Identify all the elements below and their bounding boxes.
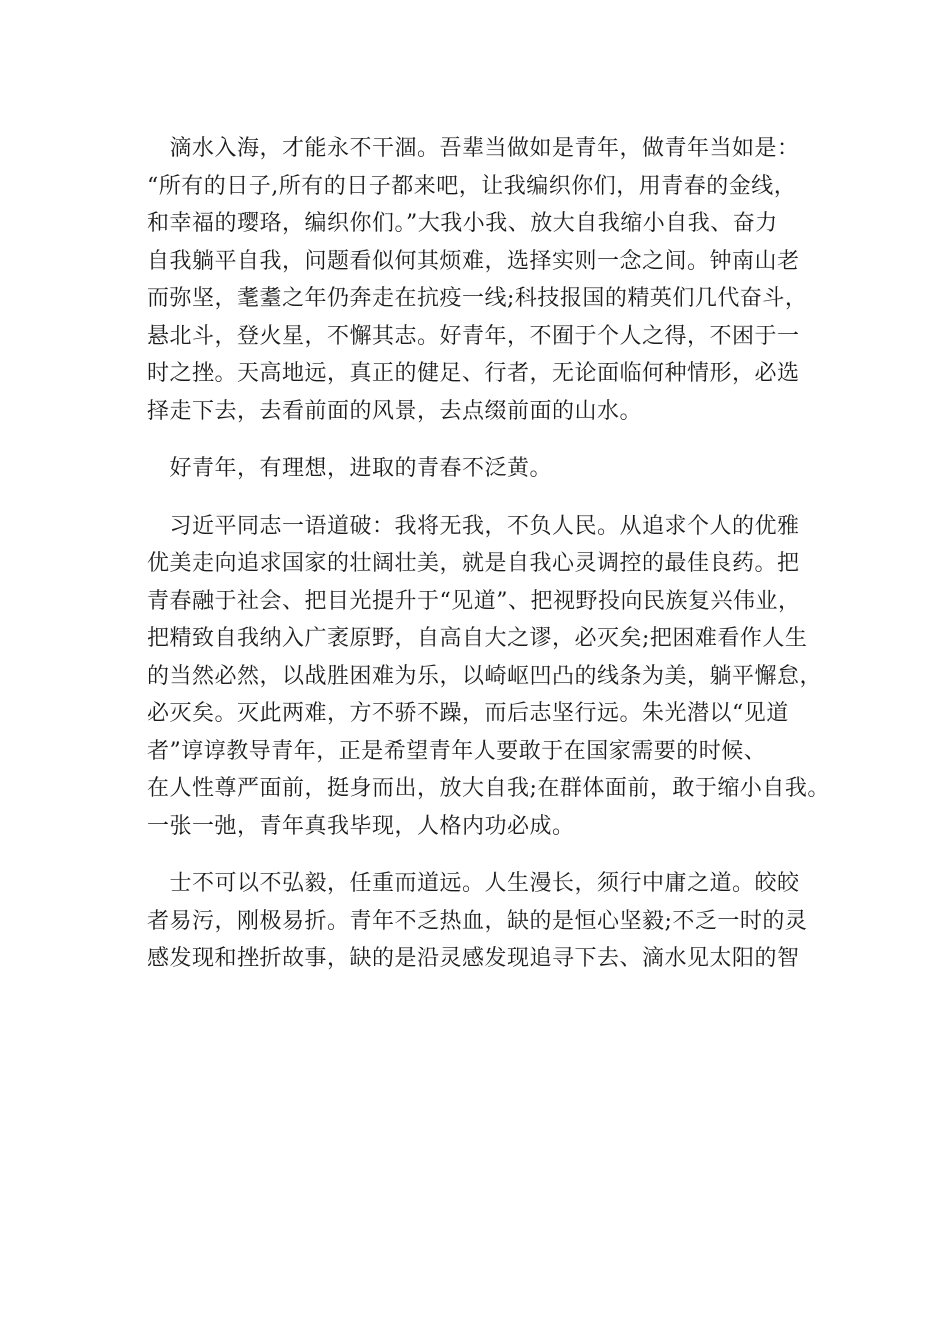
text-line: 时之挫。天高地远，真正的健足、行者，无论面临何种情形，必选: [147, 361, 800, 386]
text-line: 者”谆谆教导青年，正是希望青年人要敢于在国家需要的时候、: [147, 738, 767, 764]
text-line: 一张一弛，青年真我毕现，人格内功必成。: [147, 813, 575, 839]
text-line: 在人性尊严面前，挺身而出，放大自我;在群体面前，敢于缩小自我。: [147, 776, 830, 801]
text-line: 择走下去，去看前面的风景，去点缀前面的山水。: [147, 398, 643, 424]
paragraph-gap: [147, 845, 847, 865]
paragraph-gap: [147, 488, 847, 508]
text-line: 悬北斗，登火星，不懈其志。好青年，不囿于个人之得，不困于一: [147, 323, 800, 349]
text-line: 习近平同志一语道破：我将无我，不负人民。从追求个人的优雅: [147, 513, 800, 539]
text-line: 者易污，刚极易折。青年不乏热血，缺的是恒心坚毅;不乏一时的灵: [147, 908, 808, 934]
text-line: 好青年，有理想，进取的青春不泛黄。: [147, 456, 553, 481]
document-body: [147, 130, 847, 978]
text-line: 把精致自我纳入广袤原野，自高自大之谬，必灭矣;把困难看作人生: [147, 626, 808, 651]
text-line: 和幸福的璎珞，编织你们。”大我小我、放大自我缩小自我、奋力: [147, 211, 778, 236]
paragraph-1: [147, 130, 847, 430]
paragraph-gap: [147, 430, 847, 450]
text-line: “所有的日子,所有的日子都来吧，让我编织你们，用青春的金线，: [147, 173, 797, 199]
paragraph-4: [147, 865, 847, 978]
paragraph-2: [147, 450, 847, 488]
text-line: 滴水入海，才能永不干涸。吾辈当做如是青年，做青年当如是：: [147, 136, 800, 161]
text-line: 必灭矣。灭此两难，方不骄不躁，而后志坚行远。朱光潜以“见道: [147, 701, 789, 726]
text-line: 自我躺平自我，问题看似何其烦难，选择实则一念之间。钟南山老: [147, 248, 800, 274]
text-line: 优美走向追求国家的壮阔壮美，就是自我心灵调控的最佳良药。把: [147, 551, 800, 576]
text-line: 青春融于社会、把目光提升于“见道”、把视野投向民族复兴伟业，: [147, 588, 801, 614]
text-line: 士不可以不弘毅，任重而道远。人生漫长，须行中庸之道。皎皎: [147, 871, 800, 896]
text-line: 感发现和挫折故事，缺的是沿灵感发现追寻下去、滴水见太阳的智: [147, 946, 800, 971]
text-line: 而弥坚，耄耋之年仍奔走在抗疫一线;科技报国的精英们几代奋斗，: [147, 286, 808, 311]
paragraph-3: [147, 508, 847, 846]
text-line: 的当然必然，以战胜困难为乐，以崎岖凹凸的线条为美，躺平懈怠，: [147, 663, 823, 689]
